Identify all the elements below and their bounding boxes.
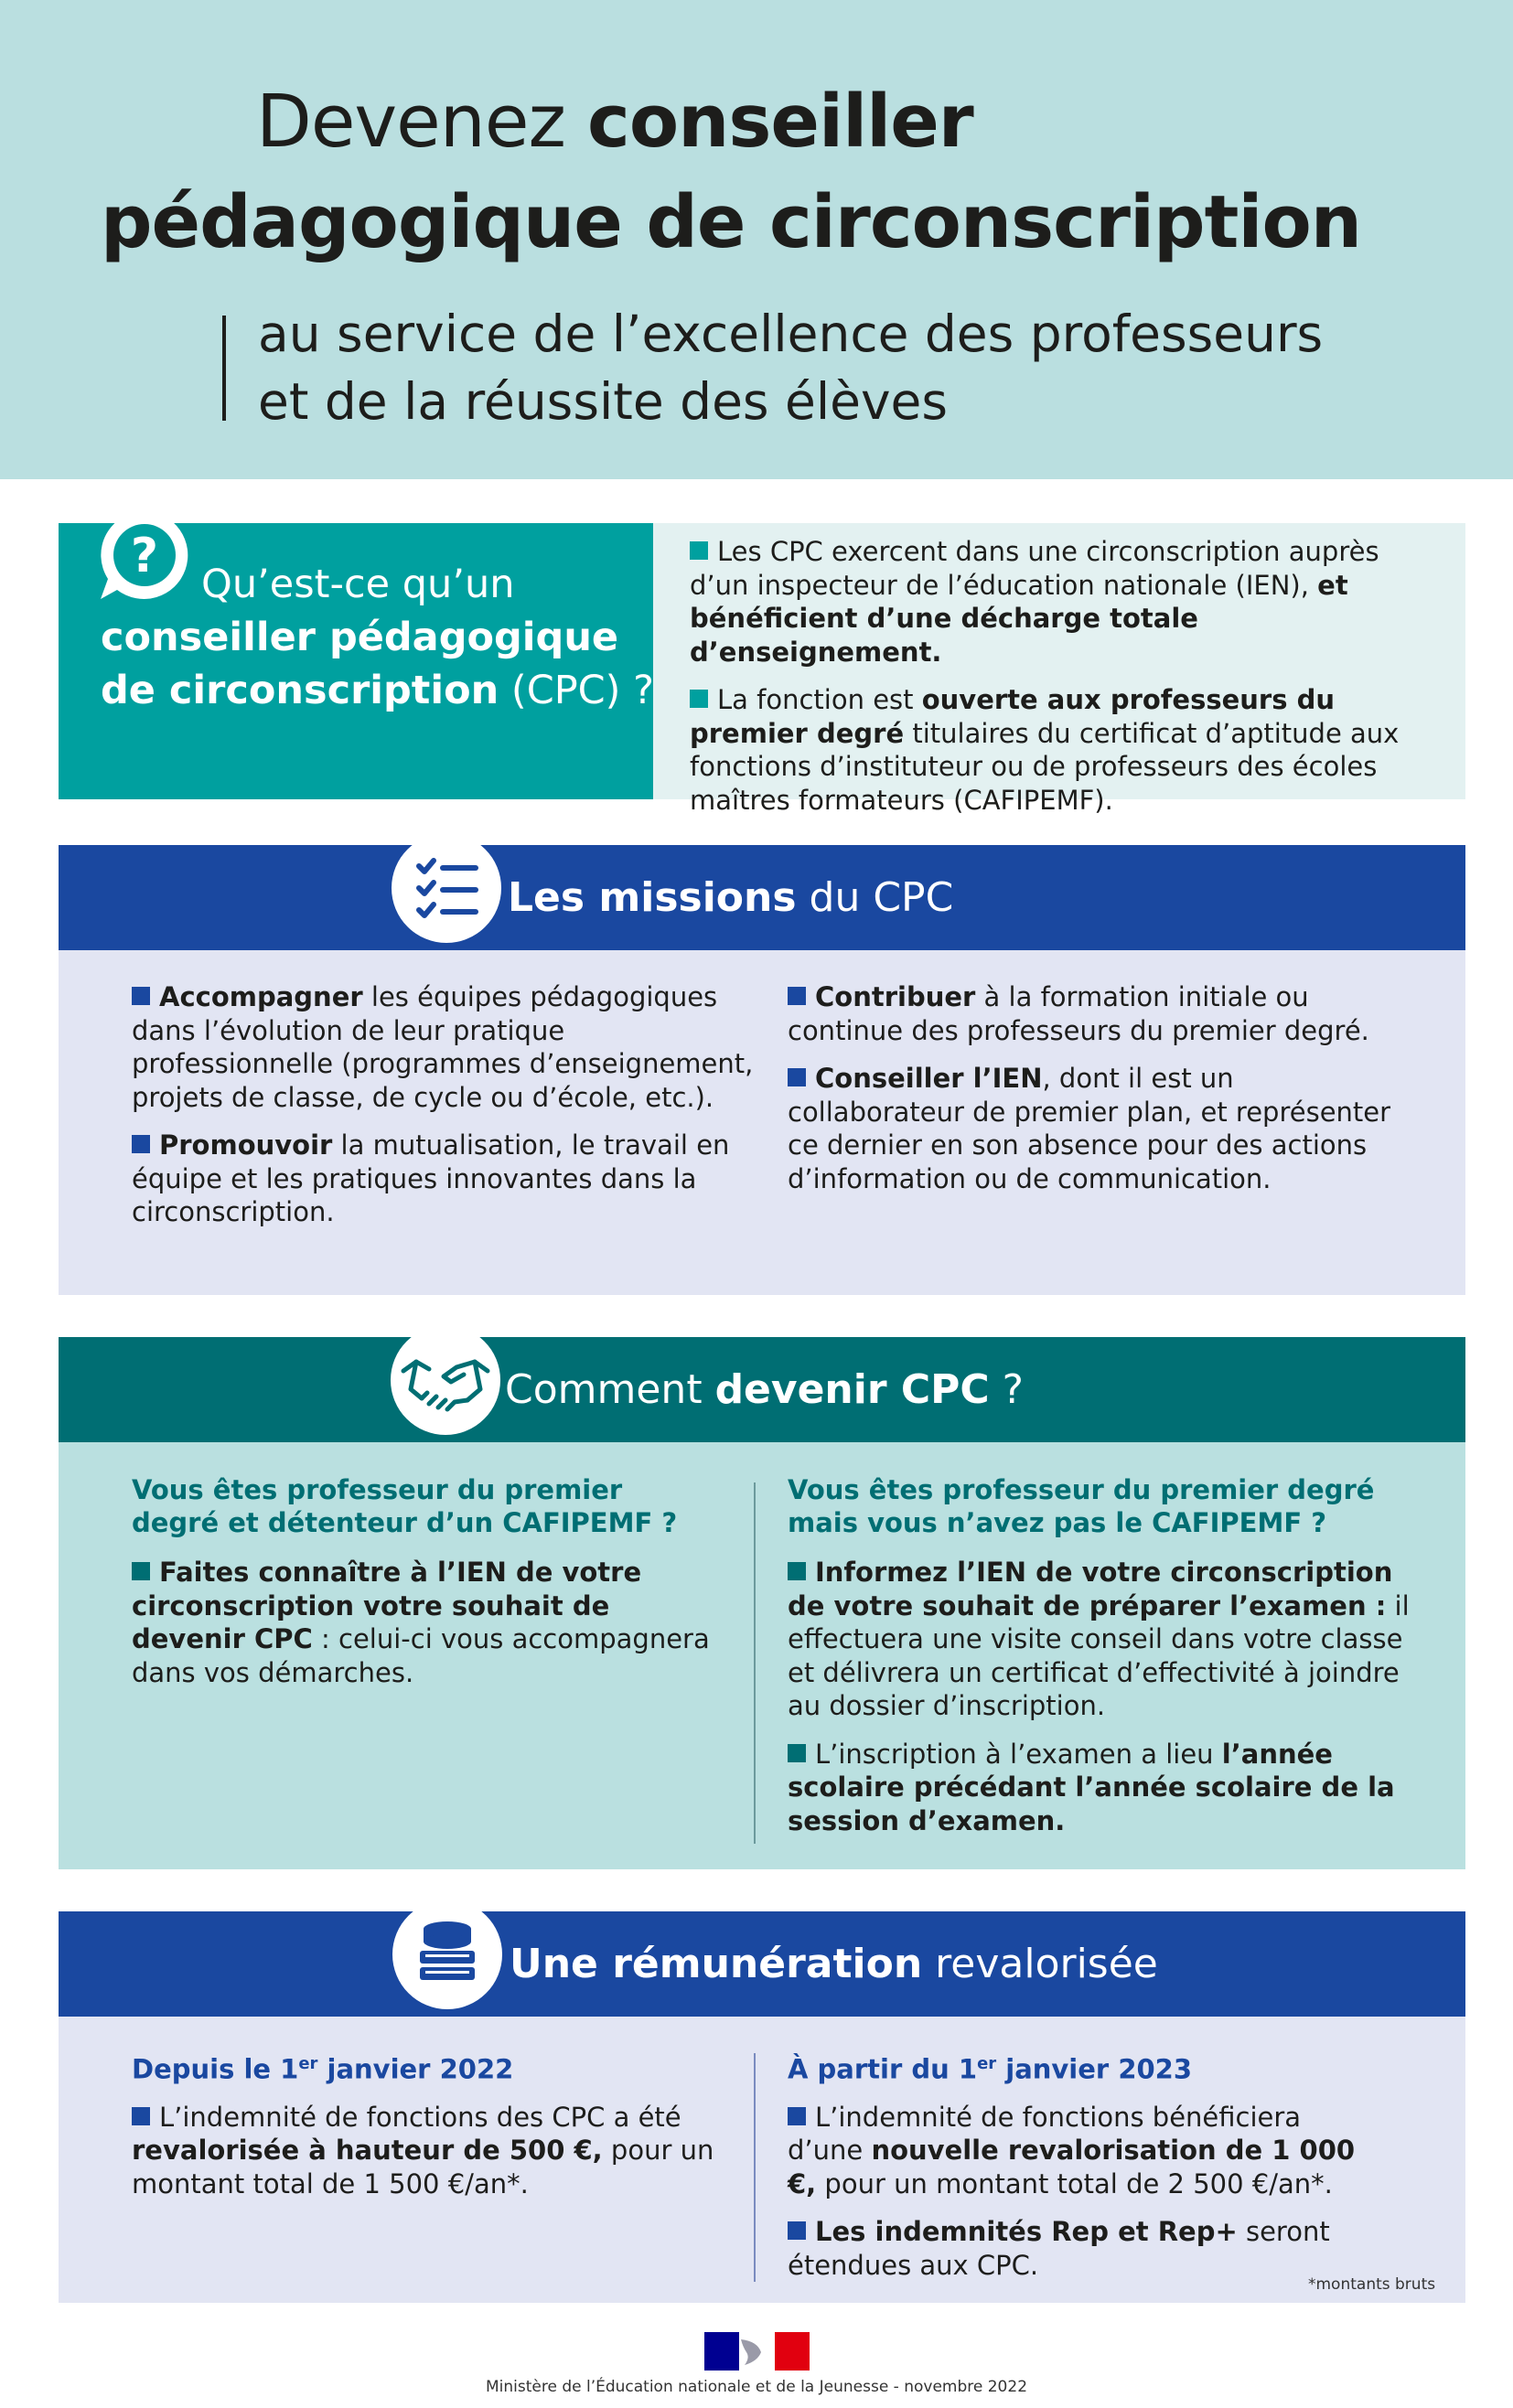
devenir-left-text: : celui-ci vous accompagnera dans vos démarches. — [132, 1623, 710, 1688]
checklist-icon — [392, 833, 501, 943]
subtitle-rule — [222, 316, 226, 421]
heading-sup: er — [298, 2054, 318, 2073]
devenir-right2-bold: l’année scolaire précédant l’année scolaire de la session d’examen. — [788, 1738, 1395, 1836]
intro-para2-end: titulaires du certificat d’aptitude aux fonctions d’instituteur ou de professeurs des écoles maîtres formateurs (CAFIPEMF). — [690, 717, 1400, 816]
devenir-left-bold: Faites connaître à l’IEN de votre circonscription votre souhait de devenir CPC — [132, 1557, 642, 1654]
devenir-title-c: ? — [989, 1366, 1025, 1413]
remuneration-right-heading — [788, 2048, 1373, 2086]
title-line2: pédagogique de circonscription — [101, 180, 1361, 264]
remuneration-right-column — [788, 2048, 1373, 2296]
devenir-title-bold: devenir CPC — [714, 1366, 990, 1413]
remuneration-panel — [59, 2017, 1465, 2303]
mission-4-bold: Conseiller l’IEN — [815, 1063, 1043, 1094]
bullet-square — [690, 690, 708, 708]
missions-left-column — [132, 980, 754, 1244]
devenir-left-column — [132, 1473, 717, 1704]
bullet-square — [788, 1562, 806, 1580]
devenir-right-column — [788, 1473, 1410, 1852]
column-separator — [754, 2053, 756, 2282]
remuneration-right2-text: seront étendues aux CPC. — [788, 2216, 1330, 2281]
bullet-square — [788, 1068, 806, 1086]
mission-4-text: , dont il est un collaborateur de premier plan, et représenter ce dernier en son absence pour des actions d’information ou de communication. — [788, 1063, 1391, 1194]
devenir-right-heading: Vous êtes professeur du premier degré mais vous n’avez pas le CAFIPEMF ? — [788, 1474, 1375, 1538]
mission-2-text: la mutualisation, le travail en équipe et les pratiques innovantes dans la circonscription. — [132, 1129, 730, 1227]
devenir-title-a: Comment — [505, 1366, 715, 1413]
mission-1-text: les équipes pédagogiques dans l’évolution de leur pratique professionnelle (programmes d’enseignement, projets de classe, de cycle ou d’école, etc.). — [132, 981, 754, 1113]
bullet-square — [690, 541, 708, 560]
mission-3-bold: Contribuer — [815, 981, 976, 1012]
remuneration-right1-end: pour un montant total de 2 500 €/an*. — [816, 2167, 1333, 2199]
intro-para2: La fonction est — [717, 684, 922, 715]
bullet-square — [788, 2107, 806, 2125]
intro-para1-bold: et bénéficient d’une décharge totale d’enseignement. — [690, 569, 1348, 668]
coins-icon — [392, 1900, 502, 2009]
intro-text — [690, 535, 1440, 831]
missions-title-rest: du CPC — [796, 874, 954, 921]
bullet-square — [132, 987, 150, 1005]
subtitle-line2: et de la réussite des élèves — [258, 372, 949, 431]
footer-text: Ministère de l’Éducation nationale et de la Jeunesse - novembre 2022 — [485, 2378, 1028, 2396]
remuneration-title-bold: Une rémunération — [510, 1941, 923, 1987]
question-line2: conseiller pédagogique — [101, 615, 619, 660]
remuneration-left-end: pour un montant total de 1 500 €/an*. — [132, 2135, 714, 2199]
question-line3: de circonscription — [101, 668, 499, 713]
devenir-title — [505, 1337, 1024, 1442]
devenir-left-heading: Vous êtes professeur du premier degré et détenteur d’un CAFIPEMF ? — [132, 1474, 678, 1538]
remuneration-title — [510, 1911, 1158, 2017]
bullet-square — [132, 2107, 150, 2125]
remuneration-right1-text: L’indemnité de fonctions bénéficiera d’une — [788, 2101, 1302, 2167]
intro-question — [101, 558, 654, 717]
bullet-square — [788, 2221, 806, 2240]
heading-part: À partir du 1 — [788, 2053, 978, 2085]
intro-para2-bold: ouverte aux professeurs du premier degré — [690, 684, 1335, 749]
marianne-logo-icon — [704, 2332, 810, 2371]
bullet-square — [132, 1135, 150, 1153]
devenir-right2-text: L’inscription à l’examen a lieu — [815, 1738, 1222, 1770]
devenir-right1-text: il effectuera une visite conseil dans votre classe et délivrera un certificat d’effectivité à joindre au dossier d’inscription. — [788, 1589, 1410, 1721]
remuneration-right2-bold: Les indemnités Rep et Rep+ — [815, 2216, 1238, 2248]
question-line1: Qu’est-ce qu’un — [201, 562, 515, 607]
mission-3-text: à la formation initiale ou continue des professeurs du premier degré. — [788, 981, 1369, 1046]
title-part: conseiller — [587, 80, 973, 164]
remuneration-left-bold: revalorisée à hauteur de 500 €, — [132, 2135, 603, 2167]
remuneration-left-text: L’indemnité de fonctions des CPC a été — [159, 2101, 681, 2133]
bullet-square — [788, 1744, 806, 1762]
subtitle-line1: au service de l’excellence des professeurs — [258, 305, 1324, 363]
missions-right-column — [788, 980, 1391, 1210]
column-separator — [754, 1482, 756, 1844]
handshake-icon — [391, 1325, 500, 1435]
footnote: *montants bruts — [1308, 2275, 1436, 2294]
svg-text:?: ? — [130, 529, 159, 583]
devenir-panel — [59, 1442, 1465, 1869]
heading-part: janvier 2022 — [317, 2053, 514, 2085]
heading-sup: er — [977, 2054, 997, 2073]
title-part: Devenez — [256, 80, 588, 164]
missions-title — [508, 845, 953, 950]
bullet-square — [132, 1562, 150, 1580]
remuneration-title-rest: revalorisée — [922, 1941, 1158, 1987]
remuneration-left-column — [132, 2048, 717, 2215]
missions-title-bold: Les missions — [508, 874, 797, 921]
page-title — [101, 71, 1473, 273]
heading-part: janvier 2023 — [996, 2053, 1193, 2085]
missions-panel — [59, 950, 1465, 1295]
page-subtitle — [258, 300, 1447, 435]
bullet-square — [788, 987, 806, 1005]
intro-para1: Les CPC exercent dans une circonscription auprès d’un inspecteur de l’éducation nationale (IEN), — [690, 536, 1379, 601]
devenir-right1-bold: Informez l’IEN de votre circonscription de votre souhait de préparer l’examen : — [788, 1557, 1393, 1621]
question-line3-end: (CPC) ? — [499, 668, 654, 713]
remuneration-right1-bold: nouvelle revalorisation de 1 000 €, — [788, 2135, 1356, 2199]
mission-2-bold: Promouvoir — [159, 1129, 333, 1161]
heading-part: Depuis le 1 — [132, 2053, 299, 2085]
mission-1-bold: Accompagner — [159, 981, 363, 1012]
remuneration-left-heading — [132, 2048, 717, 2086]
